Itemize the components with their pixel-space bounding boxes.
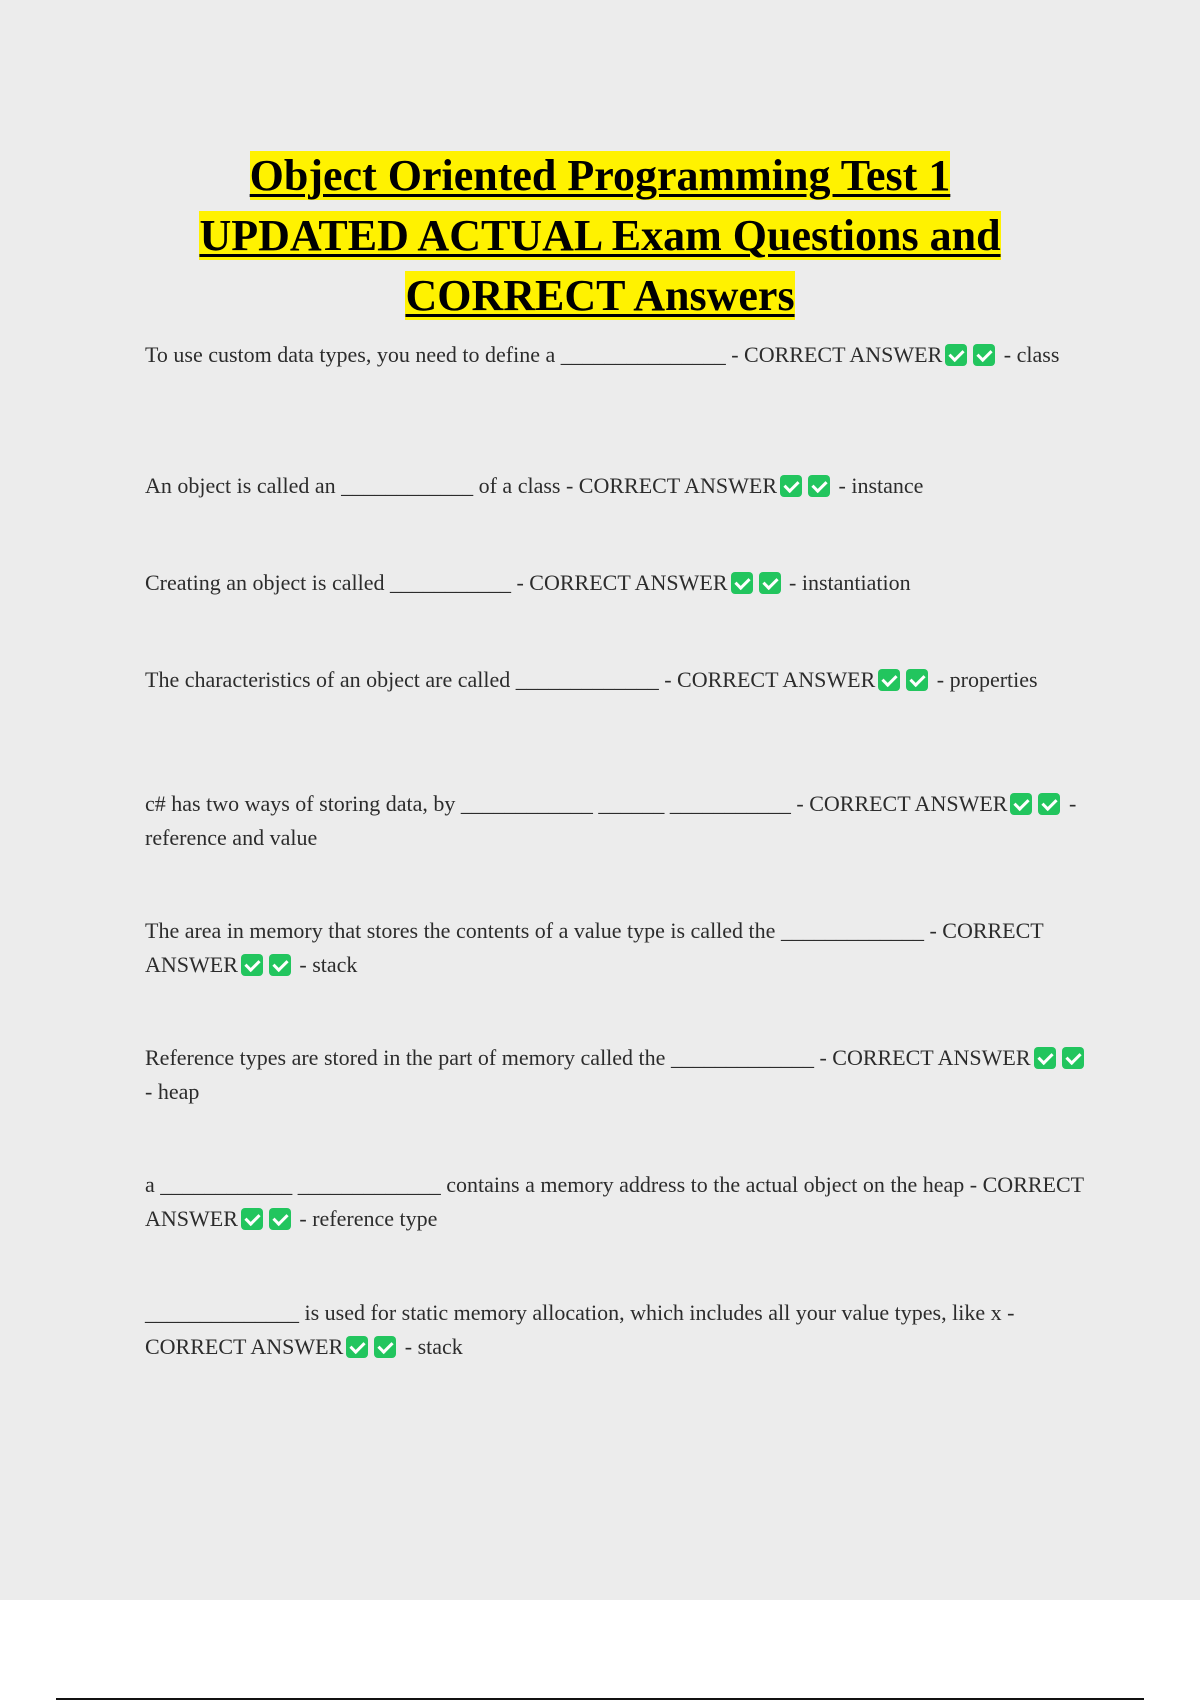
green-check-icon: [1034, 1047, 1056, 1069]
question-text: An object is called an ____________ of a class - CORRECT ANSWER: [145, 473, 778, 498]
qa-item: [145, 338, 1095, 372]
title-line-2: UPDATED ACTUAL Exam Questions and: [199, 211, 1001, 260]
qa-item: [145, 1296, 1095, 1364]
qa-item: [145, 914, 1095, 982]
answer-text: - stack: [404, 1334, 463, 1359]
qa-item: [145, 469, 1095, 503]
question-text: Reference types are stored in the part of memory called the _____________ - CORRECT ANSWER: [145, 1045, 1031, 1070]
green-check-icon: [973, 344, 995, 366]
question-text: a ____________ _____________ contains a memory address to the actual object on the heap - CORRECT ANSWER: [145, 1172, 1084, 1231]
question-text: The characteristics of an object are called _____________ - CORRECT ANSWER: [145, 667, 876, 692]
answer-text: - reference type: [299, 1206, 438, 1231]
title-line-1: Object Oriented Programming Test 1: [249, 151, 951, 200]
question-text: ______________ is used for static memory allocation, which includes all your value types, like x - CORRECT ANSWER: [145, 1300, 1015, 1359]
green-check-icon: [1010, 793, 1032, 815]
green-check-icon: [780, 475, 802, 497]
question-text: c# has two ways of storing data, by ____________ ______ ___________ - CORRECT ANSWER: [145, 791, 1008, 816]
green-check-icon: [269, 1208, 291, 1230]
qa-item: [145, 663, 1095, 697]
green-check-icon: [759, 572, 781, 594]
green-check-icon: [731, 572, 753, 594]
green-check-icon: [241, 1208, 263, 1230]
answer-text: - instance: [838, 473, 924, 498]
green-check-icon: [878, 669, 900, 691]
answer-text: - instantiation: [789, 570, 911, 595]
qa-item: [145, 787, 1095, 855]
green-check-icon: [945, 344, 967, 366]
question-text: The area in memory that stores the contents of a value type is called the _____________ - CORRECT ANSWER: [145, 918, 1044, 977]
answer-text: - heap: [145, 1079, 200, 1104]
question-text: To use custom data types, you need to define a _______________ - CORRECT ANSWER: [145, 342, 943, 367]
green-check-icon: [808, 475, 830, 497]
question-text: Creating an object is called ___________ - CORRECT ANSWER: [145, 570, 728, 595]
green-check-icon: [269, 954, 291, 976]
qa-item: [145, 1041, 1095, 1109]
answer-text: - reference and value: [145, 791, 1077, 850]
document-title: [100, 146, 1100, 326]
green-check-icon: [1062, 1047, 1084, 1069]
answer-text: - class: [1003, 342, 1060, 367]
qa-item: [145, 566, 1095, 600]
answer-text: - stack: [299, 952, 358, 977]
qa-item: [145, 1168, 1095, 1236]
green-check-icon: [1038, 793, 1060, 815]
title-line-3: CORRECT Answers: [405, 271, 795, 320]
green-check-icon: [346, 1336, 368, 1358]
green-check-icon: [241, 954, 263, 976]
green-check-icon: [374, 1336, 396, 1358]
green-check-icon: [906, 669, 928, 691]
answer-text: - properties: [936, 667, 1038, 692]
